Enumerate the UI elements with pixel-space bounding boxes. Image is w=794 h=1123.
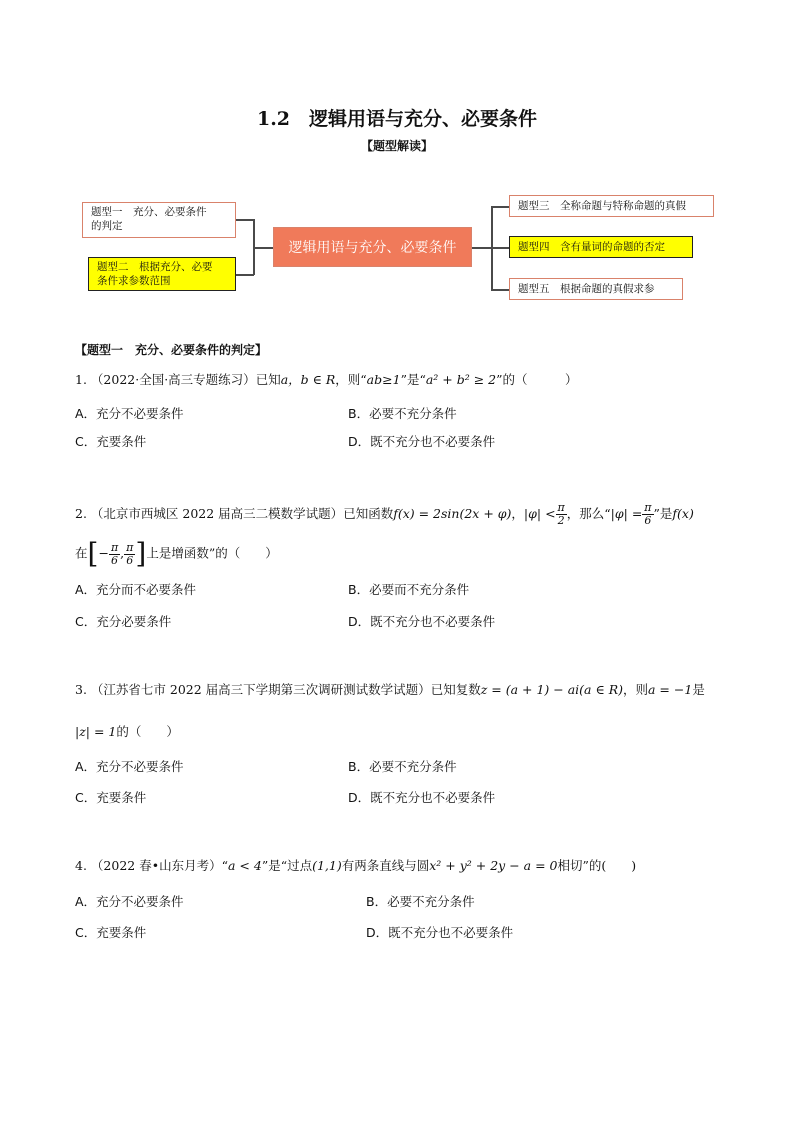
node-text: 题型一 充分、必要条件: [91, 206, 207, 218]
question-text: ”是“过点: [261, 858, 313, 873]
page-subtitle: 【题型解读】: [360, 139, 433, 153]
math-expression: |φ| <: [523, 506, 556, 521]
question-text: 的（ ）: [116, 724, 179, 739]
numerator: π: [644, 501, 652, 514]
connector: [236, 219, 254, 221]
denominator: 6: [644, 514, 652, 527]
question-2-line2: 在[− $\frac{\pi}{6}$ , $\frac{\pi}{6}$ ]上是增函数”的（ ）: [75, 537, 278, 570]
question-text: 有两条直线与圆: [341, 858, 430, 873]
mindmap-node-type1: [82, 202, 236, 238]
math-expression: −: [98, 545, 109, 561]
option-a[interactable]: A．充分不必要条件: [75, 894, 184, 909]
option-b[interactable]: B．必要不充分条件: [348, 406, 457, 421]
question-text: ”的（ ）: [496, 372, 578, 387]
question-text: ”是: [653, 506, 673, 521]
option-d[interactable]: D．既不充分也不必要条件: [348, 434, 496, 449]
connector: [491, 289, 509, 291]
mindmap-node-type3: 题型三 全称命题与特称命题的真假: [509, 195, 714, 217]
denominator: 6: [111, 553, 119, 567]
numerator: π: [126, 540, 134, 554]
bracket-close: ]: [135, 537, 147, 570]
connector: [491, 247, 509, 249]
option-b[interactable]: B．必要不充分条件: [348, 759, 457, 774]
question-4: [75, 856, 636, 874]
question-text: 相切”的( ): [557, 858, 637, 873]
question-source: （江苏省七市 2022 届高三下学期第三次调研测试数学试题）: [90, 682, 431, 697]
mindmap-center-node: 逻辑用语与充分、必要条件: [273, 227, 472, 267]
math-expression: |z| = 1: [75, 724, 117, 739]
math-expression: x² + y² + 2y − a = 0: [429, 858, 558, 873]
denominator: 2: [557, 514, 565, 527]
question-source: （2022 春•山东月考）: [90, 858, 222, 873]
question-text: ，则: [622, 682, 648, 697]
math-expression: |φ| =: [610, 506, 643, 521]
math-expression: f(x): [672, 506, 694, 521]
option-b[interactable]: B．必要而不充分条件: [348, 582, 470, 597]
page-title: 1.2 逻辑用语与充分、必要条件: [256, 108, 538, 130]
question-text: “: [221, 858, 228, 873]
math-expression: f(x) = 2sin(2x + φ): [393, 506, 512, 521]
math-expression: (1,1): [312, 858, 342, 873]
question-3-line2: [75, 722, 179, 740]
option-b[interactable]: B．必要不充分条件: [366, 894, 475, 909]
math-expression: a < 4: [227, 858, 262, 873]
question-number: 4.: [75, 858, 87, 873]
math-expression: ab≥1: [366, 372, 401, 387]
section-heading: 【题型一 充分、必要条件的判定】: [75, 343, 268, 357]
option-c[interactable]: C．充要条件: [75, 434, 147, 449]
numerator: π: [110, 540, 119, 554]
numerator: π: [557, 501, 565, 514]
node-text: 条件求参数范围: [97, 275, 171, 287]
math-expression: z = (a + 1) − ai(a ∈ R): [480, 682, 623, 697]
fraction: [109, 542, 120, 567]
math-expression: a，b ∈ R: [280, 372, 336, 387]
question-source: （北京市西城区 2022 届高三二模数学试题）: [90, 506, 344, 521]
option-d[interactable]: D．既不充分也不必要条件: [366, 925, 514, 940]
mindmap-node-type5: 题型五 根据命题的真假求参: [509, 278, 683, 300]
question-text: 在: [75, 545, 88, 561]
question-text: 已知: [255, 372, 281, 387]
question-number: 1.: [75, 372, 87, 387]
mindmap-node-type4: 题型四 含有量词的命题的否定: [509, 236, 693, 258]
fraction: [556, 502, 567, 527]
option-a[interactable]: A．充分不必要条件: [75, 759, 184, 774]
option-c[interactable]: C．充要条件: [75, 790, 147, 805]
fraction: [124, 542, 135, 567]
node-text: 的判定: [91, 220, 123, 232]
bracket-open: [: [87, 537, 99, 570]
question-2: [75, 502, 694, 527]
question-number: 3.: [75, 682, 87, 697]
connector: [491, 206, 509, 208]
connector: [472, 247, 492, 249]
question-number: 2.: [75, 506, 87, 521]
node-text: 题型二 根据充分、必要: [97, 261, 213, 273]
question-text: 已知函数: [343, 506, 394, 521]
question-source: （2022·全国·高三专题练习）: [90, 372, 256, 387]
option-c[interactable]: C．充分必要条件: [75, 614, 172, 629]
question-text: 已知复数: [430, 682, 481, 697]
option-a[interactable]: A．充分不必要条件: [75, 406, 184, 421]
question-text: ，那么“: [566, 506, 611, 521]
math-expression: a² + b² ≥ 2: [425, 372, 497, 387]
connector: [236, 274, 254, 276]
fraction: [642, 502, 653, 527]
mindmap-node-type2: [88, 257, 236, 291]
question-1: [75, 370, 578, 388]
option-d[interactable]: D．既不充分也不必要条件: [348, 614, 496, 629]
question-text: ”是“: [400, 372, 426, 387]
question-text: 上是增函数”的（ ）: [146, 545, 278, 561]
math-expression: a = −1: [648, 682, 693, 697]
option-c[interactable]: C．充要条件: [75, 925, 147, 940]
question-text: ，则“: [335, 372, 367, 387]
question-3: [75, 680, 705, 698]
question-text: ，: [511, 506, 524, 521]
question-text: 是: [692, 682, 705, 697]
option-a[interactable]: A．充分而不必要条件: [75, 582, 197, 597]
denominator: 6: [126, 553, 134, 567]
connector: [253, 247, 273, 249]
option-d[interactable]: D．既不充分也不必要条件: [348, 790, 496, 805]
